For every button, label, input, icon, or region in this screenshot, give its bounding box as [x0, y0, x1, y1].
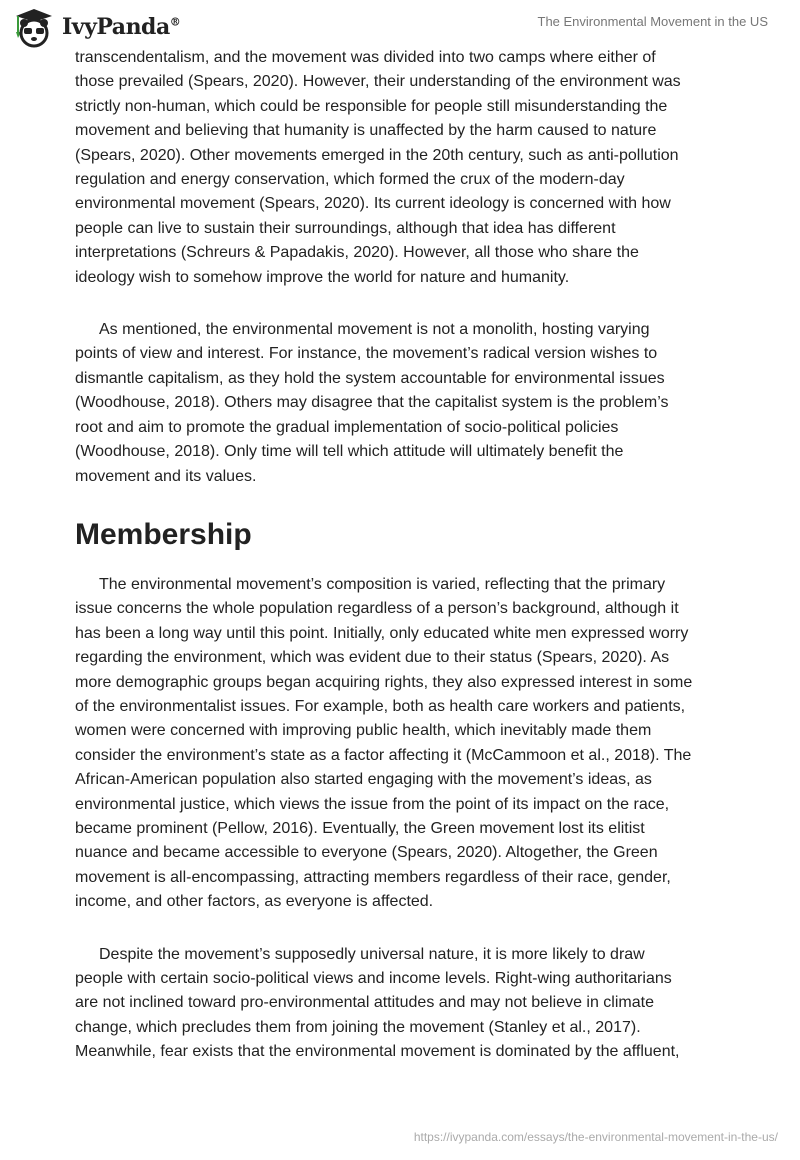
text-line: ideology wish to somehow improve the world for nature and humanity.	[75, 268, 570, 286]
text-line: more demographic groups began acquiring rights, they also expressed interest in some	[75, 673, 693, 691]
text-line: Meanwhile, fear exists that the environmental movement is dominated by the affluent,	[75, 1043, 680, 1061]
text-line: nuance and became accessible to everyone (Spears, 2020). Altogether, the Green	[75, 844, 658, 862]
text-line: strictly non-human, which could be responsible for people still misunderstanding the	[75, 97, 668, 115]
text-line: movement and believing that humanity is unaffected by the harm caused to nature	[75, 122, 657, 140]
text-line: (Spears, 2020). Other movements emerged in the 20th century, such as anti-pollution	[75, 146, 679, 164]
text-line: women were concerned with improving public health, which inevitably made them	[75, 722, 652, 740]
text-line: transcendentalism, and the movement was divided into two camps where either of	[75, 49, 656, 66]
text-line: interpretations (Schreurs & Papadakis, 2020). However, all those who share the	[75, 244, 639, 262]
text-line: regulation and energy conservation, which formed the crux of the modern-day	[75, 171, 625, 189]
paragraph	[75, 46, 735, 290]
text-line: change, which precludes them from joining the movement (Stanley et al., 2017).	[75, 1018, 641, 1036]
paragraph	[75, 943, 735, 1065]
section-membership	[75, 573, 735, 1065]
text-line: became prominent (Pellow, 2016). Eventually, the Green movement lost its elitist	[75, 819, 645, 837]
text-line: movement and its values.	[75, 467, 257, 485]
text-line: (Woodhouse, 2018). Others may disagree that the capitalist system is the problem’s	[75, 394, 669, 412]
document-title: The Environmental Movement in the US	[537, 14, 768, 29]
registered-mark: ®	[169, 15, 181, 29]
text-line: movement is all-encompassing, attracting members regardless of their race, gender,	[75, 868, 671, 886]
page-header	[0, 0, 800, 50]
text-line: The environmental movement’s composition is varied, reflecting that the primary	[99, 575, 666, 593]
logo-text: IvyPanda	[62, 14, 170, 40]
text-line: people with certain socio-political views and income levels. Right-wing authoritarians	[75, 970, 672, 987]
essay-body	[75, 46, 735, 1093]
text-line: points of view and interest. For instance, the movement’s radical version wishes to	[75, 345, 658, 363]
text-line: income, and other factors, as everyone is affected.	[75, 893, 434, 911]
source-url[interactable]: https://ivypanda.com/essays/the-environmental-movement-in-the-us/	[413, 1130, 778, 1144]
section-intro	[75, 46, 735, 489]
panda-graduate-icon	[12, 6, 56, 48]
text-line: dismantle capitalism, as they hold the system accountable for environmental issues	[75, 369, 665, 387]
text-line: people can live to sustain their surroundings, although that idea has different	[75, 219, 616, 237]
ivypanda-logo[interactable]	[12, 6, 180, 48]
text-line: root and aim to promote the gradual implementation of socio-political policies	[75, 418, 619, 436]
text-line: those prevailed (Spears, 2020). However, their understanding of the environment was	[75, 73, 681, 91]
section-heading-membership: Membership	[75, 517, 252, 551]
text-line: (Woodhouse, 2018). Only time will tell which attitude will ultimately benefit the	[75, 443, 624, 461]
paragraph	[75, 318, 735, 489]
paragraph	[75, 573, 735, 915]
text-line: has been a long way until this point. Initially, only educated white men expressed worry	[75, 624, 689, 642]
text-line: Despite the movement’s supposedly universal nature, it is more likely to draw	[99, 945, 645, 963]
text-line: environmental justice, which views the issue from the point of its impact on the race,	[75, 795, 670, 813]
text-line: African-American population also started engaging with the movement’s ideas, as	[75, 771, 652, 789]
text-line: of the environmentalist issues. For example, both as health care workers and patients,	[75, 697, 686, 715]
text-line: consider the environment’s state as a factor affecting it (McCammoon et al., 2018). The	[75, 746, 692, 764]
text-line: As mentioned, the environmental movement is not a monolith, hosting varying	[99, 321, 650, 339]
text-line: regarding the environment, which was evident due to their status (Spears, 2020). As	[75, 649, 670, 667]
text-line: issue concerns the whole population regardless of a person’s background, although it	[75, 600, 679, 618]
text-line: environmental movement (Spears, 2020). Its current ideology is concerned with how	[75, 195, 671, 213]
text-line: are not inclined toward pro-environmental attitudes and may not believe in climate	[75, 994, 654, 1012]
